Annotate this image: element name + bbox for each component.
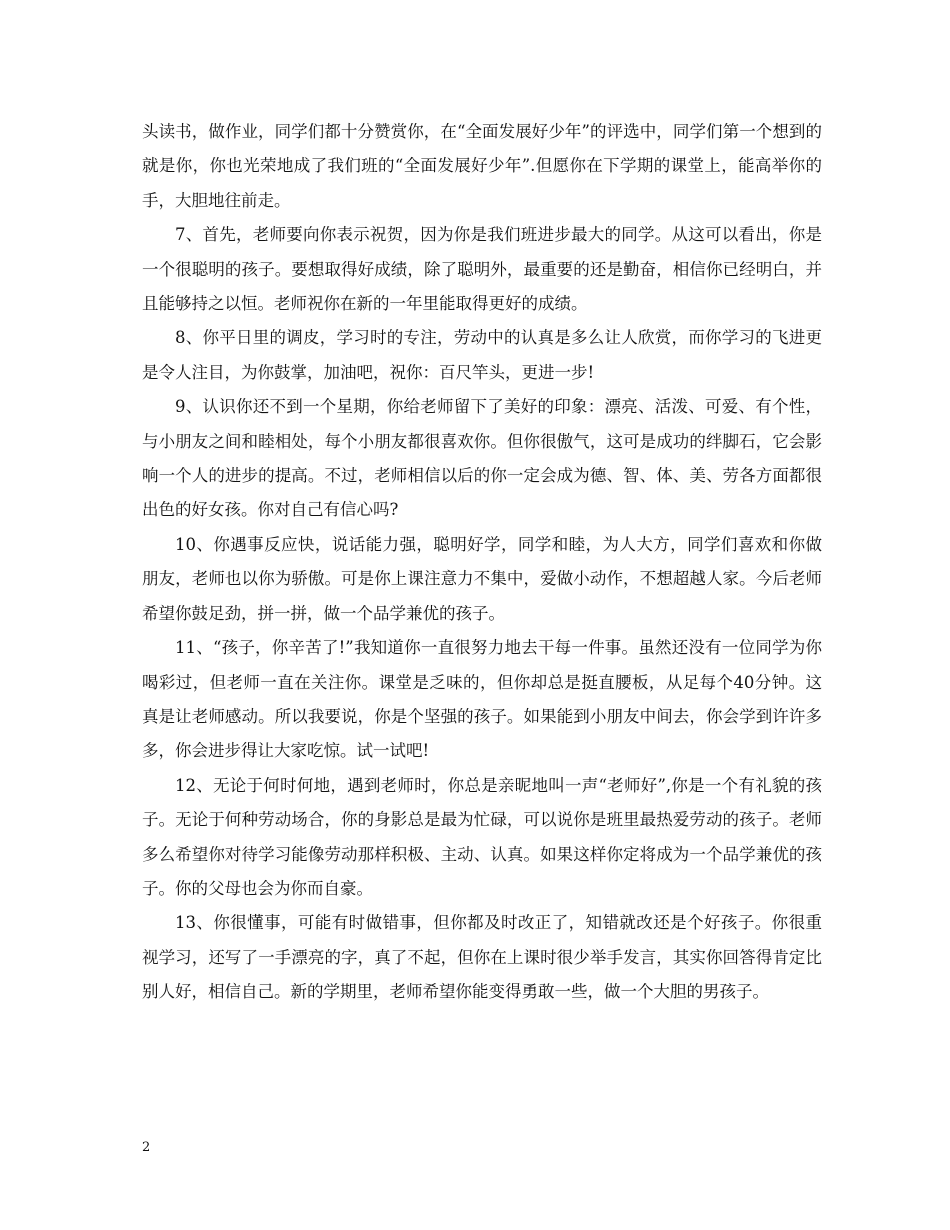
paragraph-comment-7: 7、首先，老师要向你表示祝贺，因为你是我们班进步最大的同学。从这可以看出，你是一个很聪明的孩子。要想取得好成绩，除了聪明外，最重要的还是勤奋，相信你已经明白，并且能够持之以恒。老师祝你在新的一年里能取得更好的成绩。 — [142, 225, 822, 314]
paragraph-comment-10: 10、你遇事反应快，说话能力强，聪明好学，同学和睦，为人大方，同学们喜欢和你做朋友，老师也以你为骄傲。可是你上课注意力不集中，爱做小动作，不想超越人家。今后老师希望你鼓足劲，拼一拼，做一个品学兼优的孩子。 — [142, 534, 822, 623]
page-number: 2 — [142, 1140, 151, 1155]
paragraph-comment-12: 12、无论于何时何地，遇到老师时，你总是亲昵地叫一声“老师好”,你是一个有礼貌的孩子。无论于何种劳动场合，你的身影总是最为忙碌，可以说你是班里最热爱劳动的孩子。老师多么希望你对待学习能像劳动那样积极、主动、认真。如果这样你定将成为一个品学兼优的孩子。你的父母也会为你而自豪。 — [142, 775, 822, 898]
paragraph-continuation: 头读书，做作业，同学们都十分赞赏你，在“全面发展好少年”的评选中，同学们第一个想到的就是你，你也光荣地成了我们班的“全面发展好少年”.但愿你在下学期的课堂上，能高举你的手，大胆地往前走。 — [142, 122, 822, 210]
document-body — [142, 115, 822, 1010]
paragraph-comment-9: 9、认识你还不到一个星期，你给老师留下了美好的印象：漂亮、活泼、可爱、有个性，与小朋友之间和睦相处，每个小朋友都很喜欢你。但你很傲气，这可是成功的绊脚石，它会影响一个人的进步的提高。不过，老师相信以后的你一定会成为德、智、体、美、劳各方面都很出色的好女孩。你对自己有信心吗? — [142, 397, 822, 520]
paragraph-comment-8: 8、你平日里的调皮，学习时的专注，劳动中的认真是多么让人欣赏，而你学习的飞进更是令人注目，为你鼓掌，加油吧，祝你：百尺竿头，更进一步! — [142, 328, 822, 382]
paragraph-comment-13: 13、你很懂事，可能有时做错事，但你都及时改正了，知错就改还是个好孩子。你很重视学习，还写了一手漂亮的字，真了不起，但你在上课时很少举手发言，其实你回答得肯定比别人好，相信自己。新的学期里，老师希望你能变得勇敢一些，做一个大胆的男孩子。 — [142, 913, 822, 1002]
paragraph-comment-11: 11、“孩子，你辛苦了!”我知道你一直很努力地去干每一件事。虽然还没有一位同学为你喝彩过，但老师一直在关注你。课堂是乏味的，但你却总是挺直腰板，从足每个40分钟。这真是让老师感动。所以我要说，你是个坚强的孩子。如果能到小朋友中间去，你会学到许许多多，你会进步得让大家吃惊。试一试吧! — [142, 638, 822, 761]
